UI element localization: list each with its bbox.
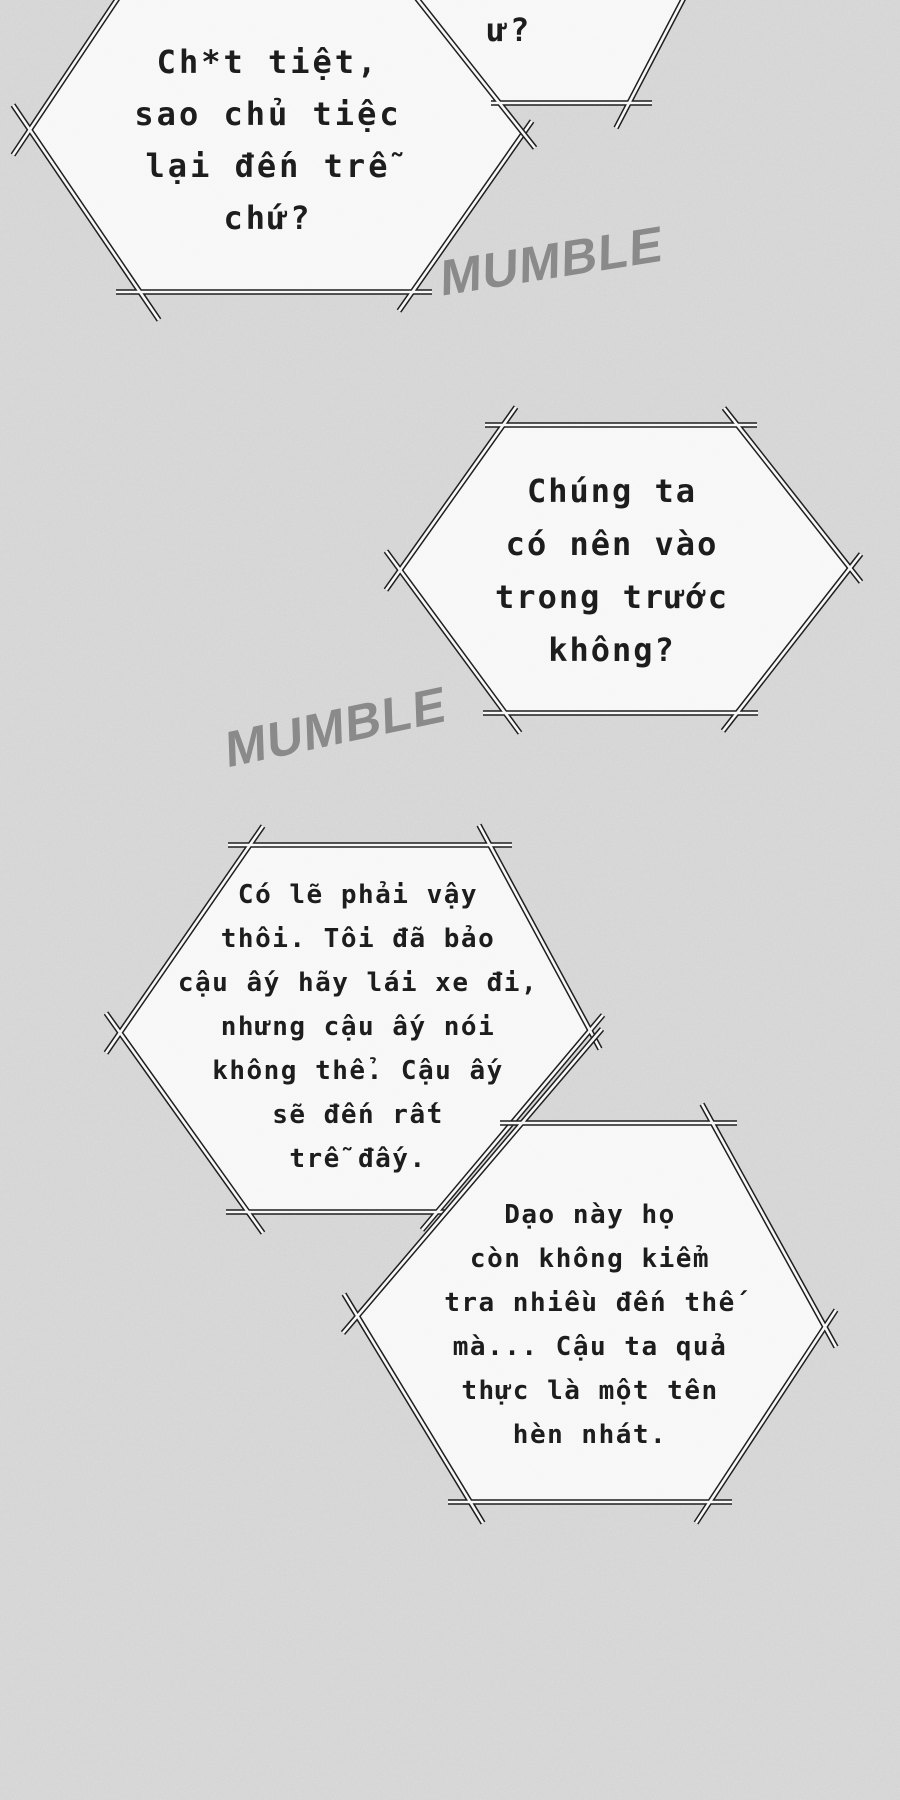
bubble-text-line: cậu ấy hãy lái xe đi, — [177, 968, 539, 998]
bubble-text-line: hèn nhát. — [512, 1420, 668, 1450]
bubble-text-line: còn không kiểm — [469, 1244, 711, 1274]
speech-bubble-top-partial-text — [450, 8, 570, 52]
bubble-text-line: thực là một tên — [461, 1376, 719, 1406]
bubble-text-line: Ch*t tiệt, — [156, 43, 380, 81]
bubble-text-line: không? — [548, 631, 676, 669]
bubble-text-line: có nên vào — [505, 525, 719, 563]
bubble-text-line: ư? — [487, 11, 533, 49]
bubble-text-line: Chúng ta — [526, 472, 698, 510]
bubble-text-line: tra nhiều đến thế — [444, 1288, 736, 1318]
bubble-text-line: Có lẽ phải vậy — [237, 880, 479, 910]
speech-bubble-2-text — [417, 465, 807, 677]
bubble-text-line: nhưng cậu ấy nói — [220, 1012, 496, 1042]
sfx-mumble-2: MUMBLE — [224, 675, 448, 779]
bubble-text-line: trong trước — [495, 578, 729, 616]
bubble-text-line: sao chủ tiệc — [134, 95, 402, 133]
speech-bubble-1-text — [68, 36, 468, 244]
sfx-mumble-1: MUMBLE — [440, 214, 664, 308]
speech-bubble-4-text — [370, 1193, 810, 1457]
bubble-text-line: lại đến trễ — [145, 147, 391, 185]
speech-bubble-3-text — [138, 873, 578, 1181]
bubble-text-line: thôi. Tôi đã bảo — [220, 924, 496, 954]
bubble-text-line: chứ? — [223, 199, 313, 237]
bubble-text-line: Dạo này họ — [504, 1200, 676, 1230]
bubble-text-line: mà... Cậu ta quả — [452, 1332, 728, 1362]
bubble-text-line: sẽ đến rất — [272, 1100, 444, 1130]
bubble-text-line: không thể. Cậu ấy — [212, 1056, 504, 1086]
bubble-text-line: trễ đấy. — [289, 1144, 427, 1174]
